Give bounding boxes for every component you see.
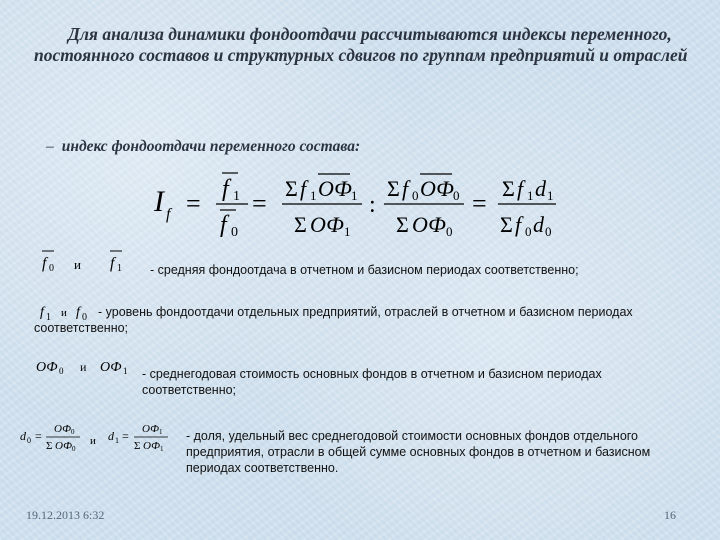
- frac4-num-dsub: 1: [547, 188, 554, 203]
- slide-number: 16: [664, 508, 676, 522]
- def4-d: d: [108, 429, 114, 443]
- frac4-den-dsub: 0: [545, 224, 552, 239]
- frac4-den-f: f: [515, 212, 522, 237]
- formula-eq-1: =: [186, 189, 201, 218]
- formula-colon: :: [369, 192, 376, 218]
- def4-sub1: 1: [160, 445, 164, 453]
- frac2-num-f: f: [300, 176, 307, 201]
- frac2-den-of: ОФ: [310, 212, 344, 237]
- def4-conj: и: [90, 435, 96, 447]
- def4-eq: =: [122, 429, 129, 443]
- def4-sum: Σ: [134, 440, 141, 452]
- bullet-item: [46, 138, 360, 156]
- def3-of: ОФ: [36, 360, 58, 375]
- frac1-den-f: f: [220, 212, 227, 238]
- def4-text: - доля, удельный вес среднегодовой стоимости основных фондов отдельного предприятия, отрасли в общей сумме основных фондов в отчетном и базисном периодах соответственно.: [186, 429, 651, 475]
- def1-f: f: [110, 255, 115, 272]
- def4-of: ОФ: [54, 423, 71, 435]
- frac3-den-of: ОФ: [412, 212, 446, 237]
- formula-lhs-sub: f: [166, 206, 171, 223]
- frac2-num-of: ОФ: [318, 176, 352, 201]
- def1-conj: и: [74, 257, 81, 272]
- frac2-den-sub: 1: [344, 224, 351, 239]
- frac4-den-sum: Σ: [500, 212, 513, 237]
- frac3-den-sub: 0: [446, 224, 453, 239]
- frac4-num-sum: Σ: [502, 176, 515, 201]
- formula-eq-3: =: [472, 189, 487, 218]
- def4-sub1: 1: [115, 436, 119, 445]
- def1-sub1: 1: [117, 263, 122, 274]
- frac2-num-fsub: 1: [310, 188, 317, 203]
- def4-sub0: 0: [27, 436, 31, 445]
- def4-sub0: 0: [71, 428, 75, 436]
- def3-conj: и: [80, 360, 87, 374]
- def2-f: f: [76, 305, 80, 320]
- bullet-text: индекс фондоотдачи переменного состава:: [61, 138, 361, 155]
- def2-sub0: 0: [82, 312, 87, 322]
- def4-d: d: [20, 429, 26, 443]
- def4-symbols: [18, 420, 178, 458]
- frac2-num-ofsub: 1: [351, 188, 358, 203]
- def4-sub0: 0: [72, 445, 76, 453]
- frac3-num-sum: Σ: [387, 176, 400, 201]
- frac3-num-fsub: 0: [412, 188, 419, 203]
- def2-conj: и: [61, 307, 67, 319]
- def1-f: f: [42, 255, 47, 272]
- def2-f: f: [40, 305, 44, 320]
- def3-sub1: 1: [123, 366, 128, 376]
- def3-symbols: [34, 356, 134, 378]
- def1-symbols: [40, 248, 130, 274]
- frac1-den-sub: 0: [231, 225, 238, 240]
- formula-eq-2: =: [252, 189, 267, 218]
- def3-sub0: 0: [59, 366, 64, 376]
- bullet-dash: –: [46, 138, 54, 155]
- frac4-den-fsub: 0: [525, 224, 532, 239]
- def2-text: - уровень фондоотдачи отдельных предприятий, отраслей в отчетном и базисном периодах соответственно;: [34, 305, 633, 335]
- frac3-num-of: ОФ: [420, 176, 454, 201]
- frac4-den-d: d: [533, 212, 544, 237]
- frac3-den-sum: Σ: [396, 212, 409, 237]
- def4-eq: =: [35, 429, 42, 443]
- def4-of: ОФ: [55, 440, 72, 452]
- frac1-num-f: f: [222, 176, 229, 202]
- def4-of: ОФ: [143, 440, 160, 452]
- slide-title: Для анализа динамики фондоотдачи рассчитываются индексы переменного, постоянного составов и структурных сдвигов по группам предприятий и отраслей: [34, 24, 688, 65]
- main-formula: [150, 166, 560, 242]
- frac4-num-f: f: [517, 176, 524, 201]
- def4-of: ОФ: [142, 423, 159, 435]
- def3-text: - среднегодовая стоимость основных фондов в отчетном и базисном периодах соответственно;: [142, 367, 602, 397]
- footer-date: 19.12.2013 6:32: [26, 508, 105, 522]
- frac2-num-sum: Σ: [285, 176, 298, 201]
- formula-lhs: I: [154, 185, 164, 218]
- frac3-num-ofsub: 0: [453, 188, 460, 203]
- def1-text: - средняя фондоотдача в отчетном и базисном периодах соответственно;: [150, 263, 579, 277]
- frac3-num-f: f: [402, 176, 409, 201]
- def4-sub1: 1: [159, 428, 163, 436]
- frac1-num-sub: 1: [233, 189, 240, 204]
- def2-sub1: 1: [46, 312, 51, 322]
- def3-of: ОФ: [100, 360, 122, 375]
- frac2-den-sum: Σ: [294, 212, 307, 237]
- def4-sum: Σ: [46, 440, 53, 452]
- frac4-num-d: d: [535, 176, 546, 201]
- frac4-num-fsub: 1: [527, 188, 534, 203]
- def1-sub0: 0: [49, 263, 54, 274]
